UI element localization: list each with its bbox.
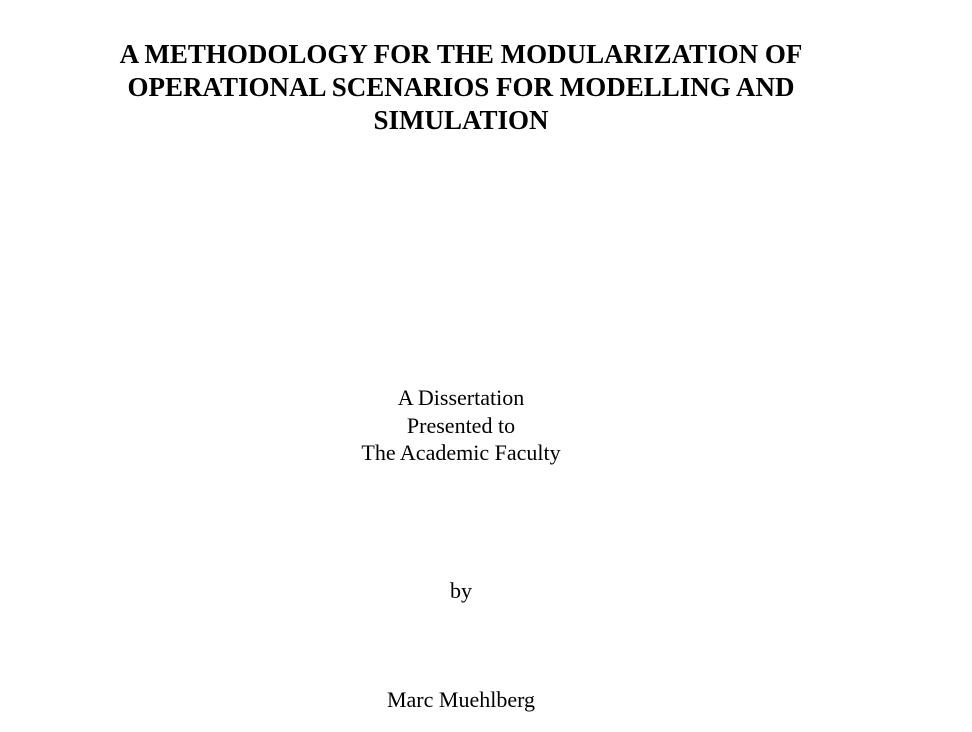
submission-line-2: Presented to: [406, 412, 516, 438]
title-line-3: SIMULATION: [373, 105, 549, 135]
dissertation-title: [40, 38, 882, 137]
submission-line-3: The Academic Faculty: [361, 440, 561, 465]
submission-statement: [261, 384, 661, 467]
title-line-2: OPERATIONAL SCENARIOS FOR MODELLING AND: [127, 72, 795, 102]
author-name: Marc Muehlberg: [386, 687, 536, 712]
title-line-1: A METHODOLOGY FOR THE MODULARIZATION OF: [119, 39, 803, 69]
submission-line-1: A Dissertation: [397, 385, 525, 410]
by-text: by: [450, 578, 472, 603]
